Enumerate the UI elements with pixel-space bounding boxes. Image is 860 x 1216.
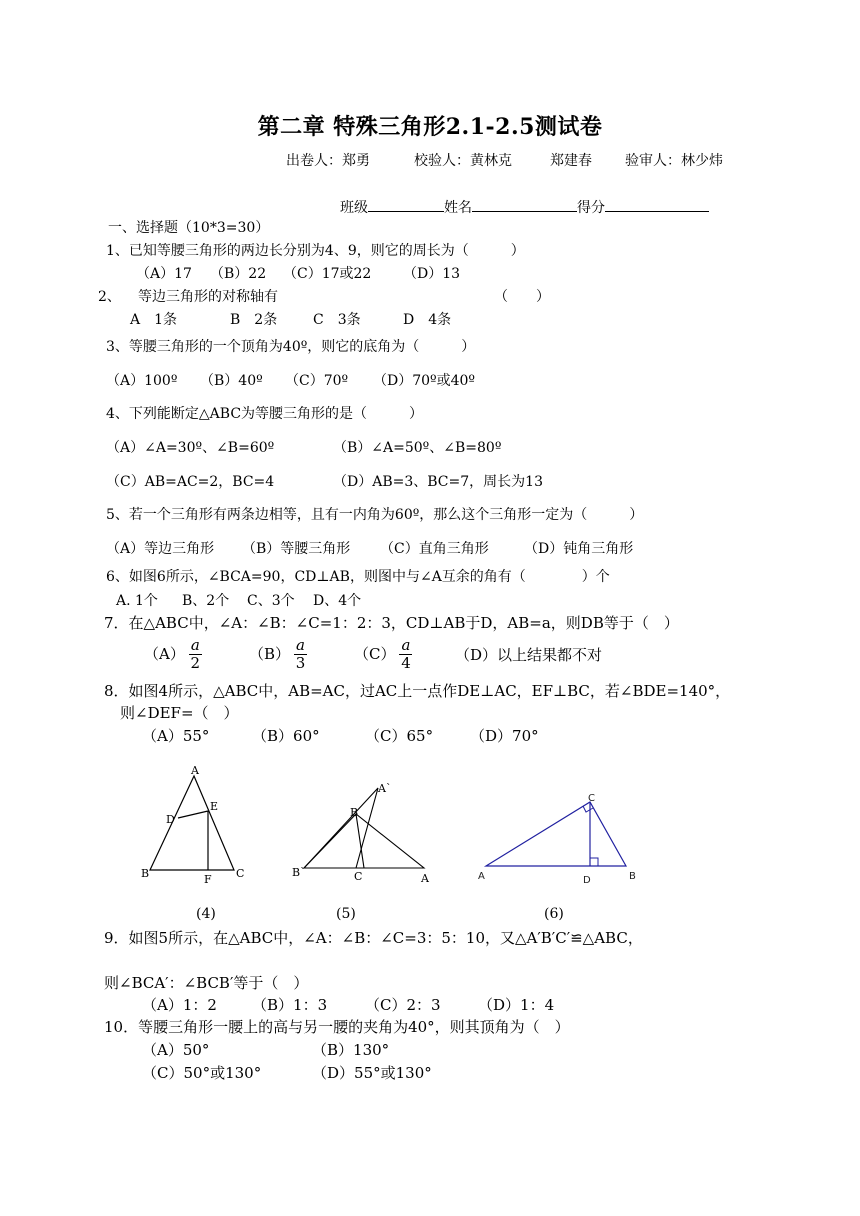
question-9-stem: 9．如图5所示，在△ABC中，∠A：∠B：∠C=3：5：10，又△A′B′C′≌△ABC， [104,929,643,947]
fig4-label-a: A [191,764,199,777]
q4-option-d: （D）AB=3、BC=7，周长为13 [333,474,543,490]
q2-option-d: D 4条 [403,312,452,328]
q5-option-d: （D）钝角三角形 [524,541,634,557]
q4-option-c: （C）AB=AC=2，BC=4 [106,474,275,490]
question-9-stem-2: 则∠BCA′：∠BCB′等于（ ） [104,974,309,992]
q1-option-a: （A）17 [136,266,192,282]
q8-option-d: （D）70° [470,727,539,745]
q9-option-c: （C）2：3 [365,996,441,1014]
fig5-triangle-a1b1c [304,788,378,868]
q7-option-b [249,638,311,671]
q5-option-b: （B）等腰三角形 [242,541,351,557]
name-blank[interactable] [472,198,577,212]
question-2-stem: 等边三角形的对称轴有 [138,289,278,305]
q9-option-a: （A）1：2 [142,996,217,1014]
fig5-label-b-prime: B` [292,866,306,879]
q7-option-c [354,638,416,671]
question-3-stem: 3、等腰三角形的一个顶角为40º，则它的底角为（ ） [106,339,476,355]
figure-4 [138,760,248,890]
fig6-right-angle-c [583,806,593,812]
student-info-row [340,198,709,215]
fig4-label-f: F [204,873,212,886]
q3-option-a: （A）100º [106,373,178,389]
fig6-label-a: A [478,871,485,882]
q6-option-c: C、3个 [247,593,295,609]
fig6-right-angle-d [590,858,598,866]
q8-option-a: （A）55° [142,727,210,745]
fig4-segment-de [178,811,208,818]
question-4-stem: 4、下列能断定△ABC为等腰三角形的是（ ） [106,406,424,422]
checker-2: 郑建春 [550,153,592,169]
q8-option-b: （B）60° [252,727,320,745]
q7-a-numerator: a [190,636,200,654]
score-label: 得分 [577,200,605,216]
q1-option-d: （D）13 [403,266,461,282]
q6-option-d: D、4个 [313,593,362,609]
fig5-triangle-abc [304,814,424,868]
q7-b-numerator: a [296,636,305,654]
fig6-label-d: D [583,875,591,886]
q3-option-d: （D）70º或40º [373,373,476,389]
q7-option-a-label: （A） [144,645,185,663]
fig4-label-b: B [141,867,150,880]
fig4-triangle-abc [150,776,234,870]
q7-option-c-label: （C） [354,645,396,663]
fig5-label-a-prime: A` [378,782,392,795]
question-5-stem: 5、若一个三角形有两条边相等，且有一内角为60º，那么这个三角形一定为（ ） [106,507,644,523]
class-label: 班级 [340,200,368,216]
question-2-number: 2、 [98,289,121,305]
q6-option-b: B、2个 [182,593,230,609]
fig4-label-c: C [236,867,245,880]
q8-option-c: （C）65° [365,727,434,745]
q7-a-denominator: 2 [190,654,201,672]
figure-4-caption: (4) [196,906,216,922]
figure-6 [474,790,644,890]
question-6-stem: 6、如图6所示，∠BCA=90，CD⊥AB，则图中与∠A互余的角有（ ）个 [106,569,610,585]
reviewer: 验审人：林少炜 [625,153,723,169]
q7-option-a [144,638,206,671]
figure-5 [288,780,438,890]
question-8-stem: 8．如图4所示，△ABC中，AB=AC，过AC上一点作DE⊥AC，EF⊥BC，若∠BDE=140°， [104,682,731,700]
q7-c-numerator: a [401,636,411,654]
question-10-stem: 10．等腰三角形一腰上的高与另一腰的夹角为40°，则其顶角为（ ） [104,1018,570,1036]
q7-c-denominator: 4 [401,654,411,672]
q4-option-a: （A）∠A=30º、∠B=60º [106,440,275,456]
q10-option-b: （B）130° [312,1041,390,1059]
fig4-label-d: D [166,813,175,826]
q3-option-c: （C）70º [285,373,349,389]
q9-option-b: （B）1：3 [252,996,328,1014]
fig5-label-b: B [350,806,359,819]
q6-option-a: A. 1个 [116,593,158,609]
q3-option-b: （B）40º [200,373,263,389]
figure-6-caption: (6) [544,906,564,922]
author: 出卷人：郑勇 [286,153,370,169]
q10-option-c: （C）50°或130° [142,1064,262,1082]
q7-option-d: （D）以上结果都不对 [455,646,603,664]
class-blank[interactable] [368,198,444,212]
page-title: 第二章 特殊三角形2.1-2.5测试卷 [257,114,603,140]
q2-option-c: C 3条 [313,312,361,328]
section-heading: 一、选择题（10*3=30） [108,220,270,236]
fig6-triangle-abc [486,802,626,866]
q10-option-d: （D）55°或130° [312,1064,432,1082]
q9-option-d: （D）1：4 [478,996,555,1014]
q4-option-b: （B）∠A=50º、∠B=80º [333,440,502,456]
score-blank[interactable] [605,198,709,212]
question-1-stem: 1、已知等腰三角形的两边长分别为4、9，则它的周长为（ ） [106,243,525,259]
q7-b-denominator: 3 [295,654,306,672]
q2-option-b: B 2条 [230,312,278,328]
fig6-label-c: C [588,793,595,804]
q10-option-a: （A）50° [142,1041,210,1059]
figure-5-caption: (5) [336,906,356,922]
question-8-stem-2: 则∠DEF=（ ） [120,704,239,722]
q5-option-c: （C）直角三角形 [380,541,489,557]
q1-option-c: （C）17或22 [283,266,372,282]
q5-option-a: （A）等边三角形 [106,541,215,557]
q7-option-b-label: （B） [249,645,291,663]
q1-option-b: （B）22 [210,266,267,282]
q2-option-a: A 1条 [130,312,178,328]
question-7-stem: 7．在△ABC中，∠A：∠B：∠C=1：2：3，CD⊥AB于D，AB=a，则DB等于（ ） [104,614,679,632]
fig5-label-a: A [421,872,429,885]
fig6-label-b: B [629,871,636,882]
fig4-label-e: E [210,800,219,813]
question-2-paren: （ ） [494,289,550,305]
name-label: 姓名 [444,200,472,216]
fig5-segment-bc [356,814,364,868]
checker: 校验人：黄林克 [414,153,512,169]
fig5-label-c: C [354,870,363,883]
